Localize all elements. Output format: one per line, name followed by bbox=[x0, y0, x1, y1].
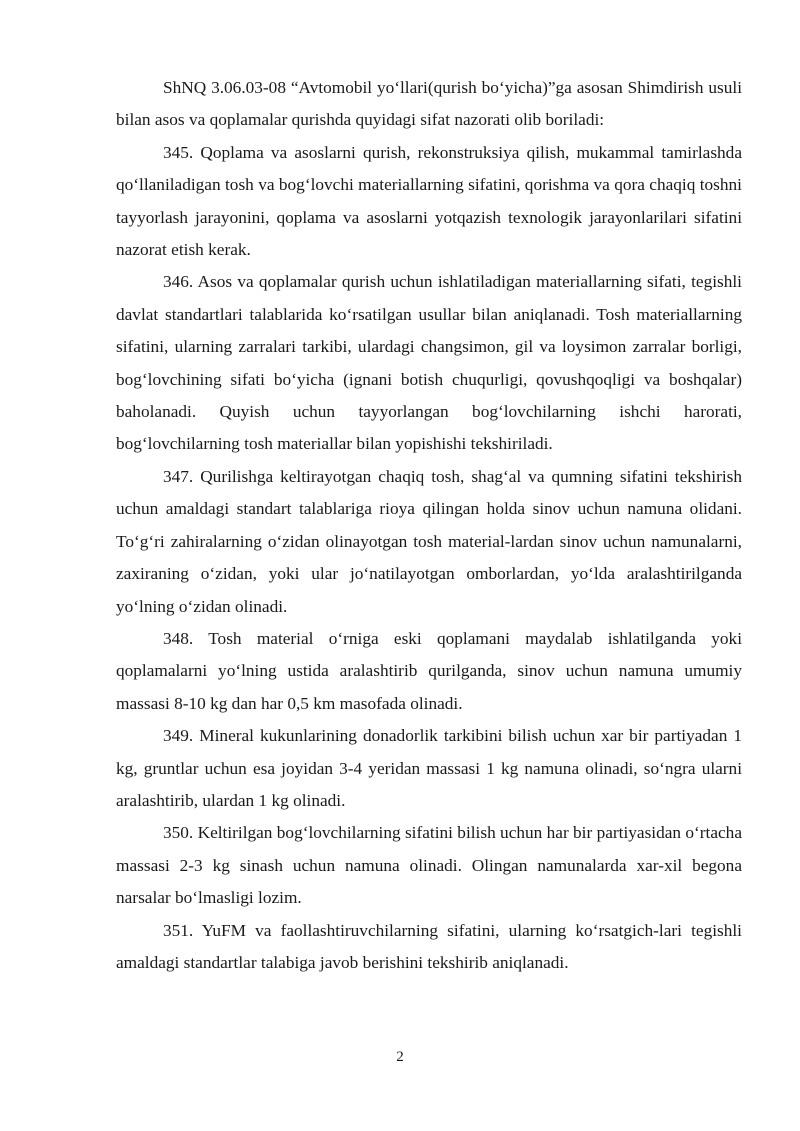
document-page bbox=[116, 72, 742, 979]
intro-paragraph: ShNQ 3.06.03-08 “Avtomobil yo‘llari(qurish bo‘yicha)”ga asosan Shimdirish usuli bilan asos va qoplamalar qurishda quyidagi sifat nazorati olib boriladi: bbox=[116, 78, 742, 130]
paragraph-349: 349. Mineral kukunlarining donadorlik tarkibini bilish uchun xar bir partiyadan 1 kg, gruntlar uchun esa joyidan 3-4 yeridan massasi 1 kg namuna olinadi, so‘ngra ularni aralashtirib, ulardan 1 kg olinadi. bbox=[116, 726, 742, 810]
paragraph-346: 346. Asos va qoplamalar qurish uchun ishlatiladigan materiallarning sifati, tegishli davlat standartlari talablarida ko‘rsatilgan usullar bilan aniqlanadi. Tosh materiallarning sifatini, ularning zarralari tarkibi, ulardagi changsimon, gil va loysimon zarralar borligi, bog‘lovchining sifati bo‘yicha (ignani botish chuqurligi, qovushqoqligi va boshqalar) baholanadi. Quyish uchun tayyorlangan bog‘lovchilarning ishchi harorati, bog‘lovchilarning tosh materiallar bilan yopishishi tekshiriladi. bbox=[116, 272, 742, 454]
paragraph-348: 348. Tosh material o‘rniga eski qoplamani maydalab ishlatilganda yoki qoplamalarni yo‘lning ustida aralashtirib qurilganda, sinov uchun namuna umumiy massasi 8-10 kg dan har 0,5 km masofada olinadi. bbox=[116, 628, 742, 713]
paragraph-351: 351. YuFM va faollashtiruvchilarning sifatini, ularning ko‘rsatgich-lari tegishli amaldagi standartlar talabiga javob berishini tekshirib aniqlanadi. bbox=[116, 920, 742, 972]
paragraph-350: 350. Keltirilgan bog‘lovchilarning sifatini bilish uchun har bir partiyasidan o‘rtacha massasi 2-3 kg sinash uchun namuna olinadi. Olingan namunalarda xar-xil begona narsalar bo‘lmasligi lozim. bbox=[116, 823, 742, 908]
page-number: 2 bbox=[396, 1049, 404, 1065]
paragraph-345: 345. Qoplama va asoslarni qurish, rekonstruksiya qilish, mukammal tamirlashda qo‘llaniladigan tosh va bog‘lovchi materiallarning sifatini, qorishma va qora chaqiq toshni tayyorlash jarayonini, qoplama va asoslarni yotqazish texnologik jarayonlarilari sifatini nazorat etish kerak. bbox=[116, 142, 742, 260]
paragraph-347: 347. Qurilishga keltirayotgan chaqiq tosh, shag‘al va qumning sifatini tekshirish uchun amaldagi standart talablariga rioya qilingan holda sinov uchun namuna olidani. To‘g‘ri zahiralarning o‘zidan olinayotgan tosh material-lardan sinov uchun namunalarni, zaxiraning o‘zidan, yoki ular jo‘natilayotgan omborlardan, yo‘lda aralashtirilganda yo‘lning o‘zidan olinadi. bbox=[116, 466, 742, 616]
